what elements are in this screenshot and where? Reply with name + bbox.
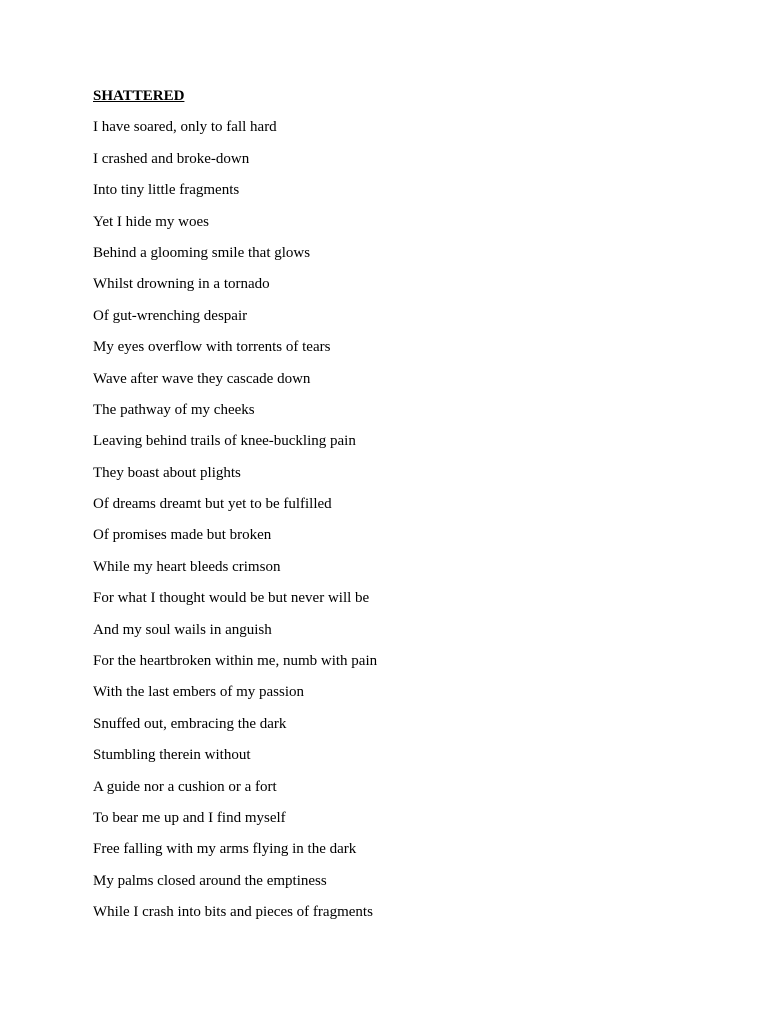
poem-line: I crashed and broke-down: [93, 150, 250, 167]
poem-line: Of gut-wrenching despair: [93, 307, 248, 324]
poem-line: Free falling with my arms flying in the dark: [93, 841, 357, 858]
poem: [93, 87, 713, 935]
poem-line: Stumbling therein without: [93, 747, 251, 764]
poem-line: Into tiny little fragments: [93, 182, 240, 199]
poem-line: For what I thought would be but never will be: [93, 590, 370, 607]
poem-line: While I crash into bits and pieces of fragments: [93, 904, 373, 921]
poem-line: To bear me up and I find myself: [93, 809, 286, 826]
poem-line: Behind a glooming smile that glows: [93, 244, 311, 261]
poem-line: For the heartbroken within me, numb with pain: [93, 653, 378, 670]
poem-line: Of promises made but broken: [93, 527, 272, 544]
poem-line: I have soared, only to fall hard: [93, 119, 277, 136]
poem-line: While my heart bleeds crimson: [93, 558, 281, 575]
poem-line: Of dreams dreamt but yet to be fulfilled: [93, 496, 332, 513]
poem-line: Leaving behind trails of knee-buckling pain: [93, 433, 356, 450]
poem-line: My eyes overflow with torrents of tears: [93, 339, 331, 356]
poem-line: Snuffed out, embracing the dark: [93, 715, 287, 732]
poem-line: With the last embers of my passion: [93, 684, 305, 701]
poem-line: Yet I hide my woes: [93, 213, 209, 230]
poem-line: My palms closed around the emptiness: [93, 872, 327, 889]
poem-line: The pathway of my cheeks: [93, 401, 255, 418]
poem-line: Whilst drowning in a tornado: [93, 276, 270, 293]
poem-line: Wave after wave they cascade down: [93, 370, 311, 387]
poem-line: And my soul wails in anguish: [93, 621, 272, 638]
poem-line: A guide nor a cushion or a fort: [93, 778, 277, 795]
poem-title: SHATTERED: [93, 88, 185, 104]
poem-line: They boast about plights: [93, 464, 241, 481]
